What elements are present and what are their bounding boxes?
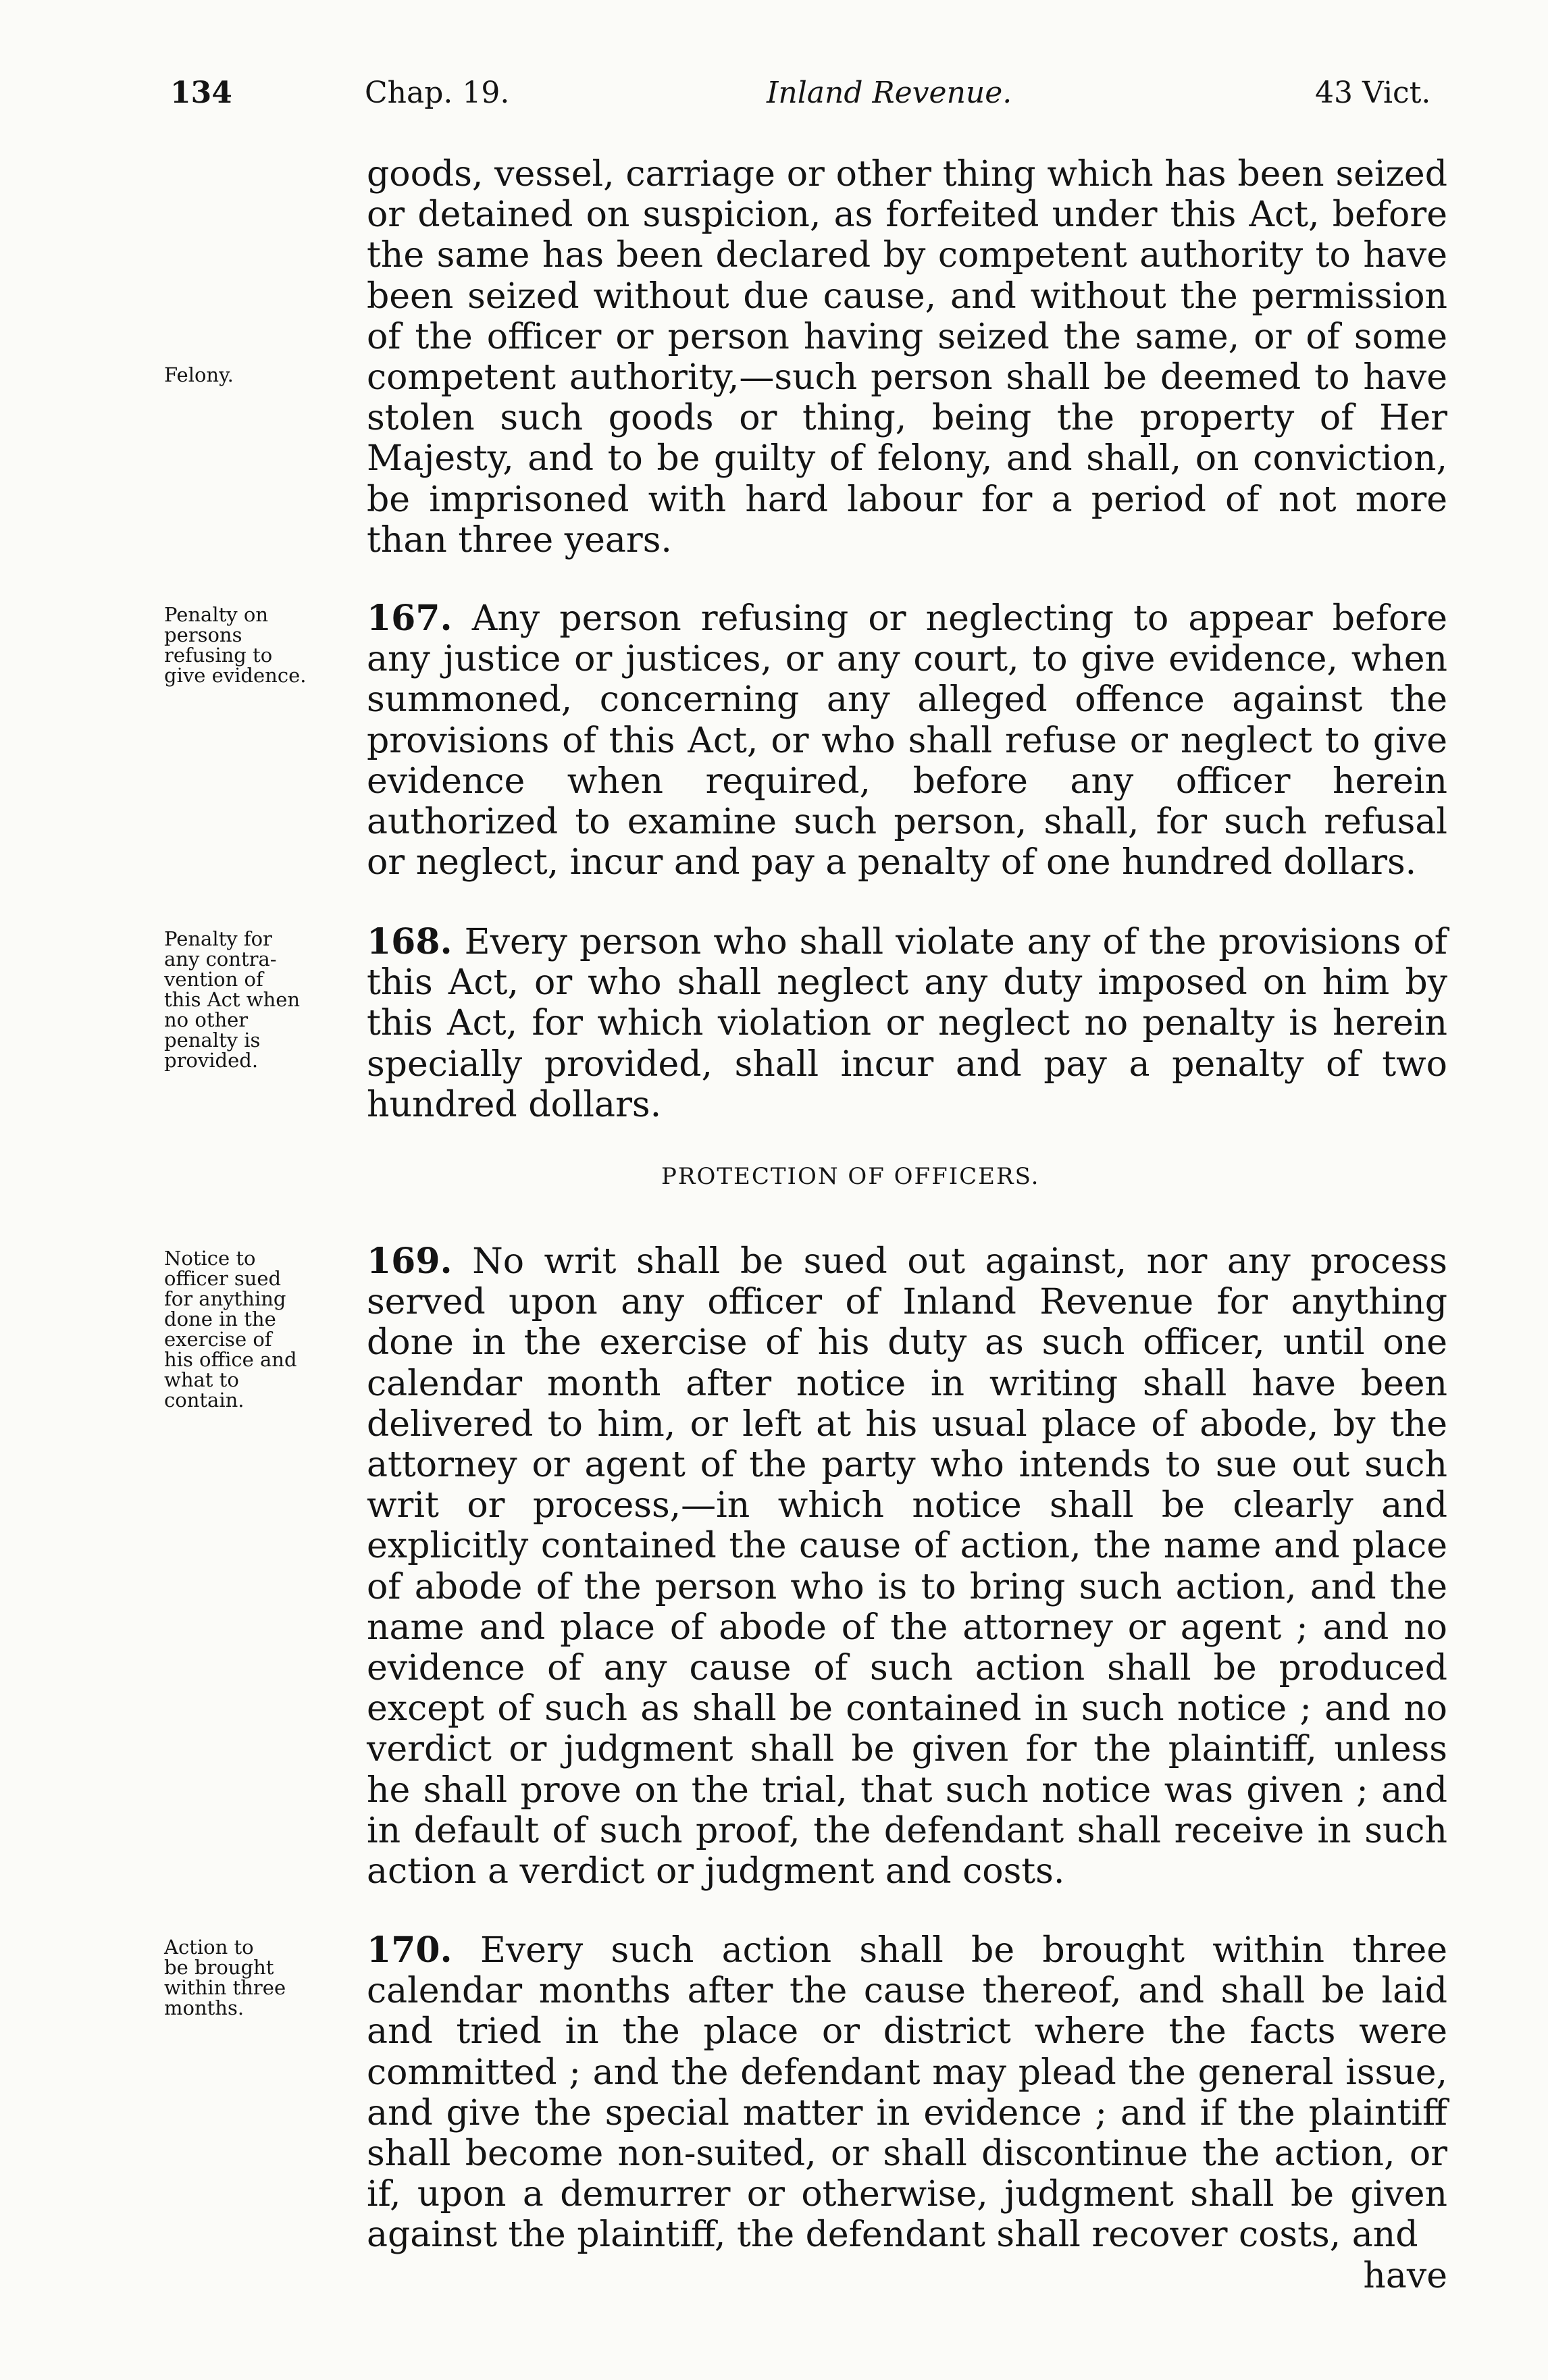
section-number: 168. xyxy=(367,921,453,962)
section-text: No writ shall be sued out against, nor any process served upon any officer of Inland Revenue for anything done in the exercise of his duty as such officer, until one calendar month after notice in writing shall have been delivered to him, or left at his usual place of abode, by the attorney or agent of the party who intends to sue out such writ or process,—in which notice shall be clearly and explicitly contained the cause of action, the name and place of abode of the person who is to bring such action, and the name and place of abode of the attorney or agent ; and no evidence of any cause of such action shall be produced except of such as shall be contained in such notice ; and no verdict or judgment shall be given for the plaintiff, unless he shall prove on the trial, that such notice was given ; and in default of such proof, the defendant shall receive in such action a verdict or judgment and costs. xyxy=(367,1241,1447,1892)
margin-note-line: months. xyxy=(164,1996,244,2019)
margin-note-line: officer sued xyxy=(164,1267,282,1290)
margin-note-line: penalty is xyxy=(164,1029,261,1052)
margin-note-line: Penalty for xyxy=(164,927,272,950)
margin-note-line: vention of xyxy=(164,968,263,991)
margin-note-line: contain. xyxy=(164,1389,244,1412)
chapter-label: Chap. 19. xyxy=(365,76,510,110)
margin-note-line: Felony. xyxy=(164,363,234,386)
margin-note-line: Action to xyxy=(164,1936,254,1959)
margin-note-line: provided. xyxy=(164,1049,259,1072)
margin-note-line: this Act when xyxy=(164,988,301,1011)
section-167 xyxy=(367,598,1447,883)
margin-note-line: no other xyxy=(164,1008,249,1031)
section-number: 169. xyxy=(367,1241,453,1282)
running-header xyxy=(0,76,1548,123)
section-170 xyxy=(367,1930,1447,2296)
section-168 xyxy=(367,922,1447,1125)
margin-note-s168 xyxy=(164,929,360,1070)
margin-note-s170 xyxy=(164,1937,360,2018)
margin-note-line: for anything xyxy=(164,1287,286,1310)
section-number: 167. xyxy=(367,598,453,639)
catchword: have xyxy=(1363,2255,1447,2296)
section-text: Every person who shall violate any of the provisions of this Act, or who shall neglect any duty imposed on him by this Act, for which violation or neglect no penalty is herein specially provided, shall incur and pay a penalty of two hundred dollars. xyxy=(367,922,1447,1125)
continuation-text: goods, vessel, carriage or other thing which has been seized or detained on suspicion, as forfeited under this Act, before the same has been declared by competent authority to have been seized without due cause, and without the permission of the officer or person having seized the same, or of some competent authority,—such person shall be deemed to have stolen such goods or thing, being the property of Her Majesty, and to be guilty of felony, and shall, on conviction, be imprisoned with hard labour for a period of not more than three years. xyxy=(367,154,1447,561)
section-text: Every such action shall be brought within three calendar months after the cause thereof, and shall be laid and tried in the place or district where the facts were committed ; and the defendant may plead the general issue, and give the special matter in evidence ; and if the plaintiff shall become non-suited, or shall discontinue the action, or if, upon a demurrer or otherwise, judgment shall be given against the plaintiff, the defendant shall recover costs, and xyxy=(367,1930,1448,2256)
margin-note-line: give evidence. xyxy=(164,664,307,687)
margin-note-line: within three xyxy=(164,1976,286,1999)
margin-note-line: refusing to xyxy=(164,644,273,667)
margin-note-felony xyxy=(164,365,360,385)
running-title: Inland Revenue. xyxy=(767,76,1012,110)
margin-note-line: persons xyxy=(164,623,242,646)
margin-note-line: Penalty on xyxy=(164,603,269,626)
section-text: Any person refusing or neglecting to appear before any justice or justices, or any court, to give evidence, when summoned, concerning any alleged offence against the provisions of this Act, or who shall refuse or neglect to give evidence when required, before any officer herein authorized to examine such person, shall, for such refusal or neglect, incur and pay a penalty of one hundred dollars. xyxy=(367,598,1447,883)
section-number: 170. xyxy=(367,1930,453,1971)
margin-note-line: his office and xyxy=(164,1348,297,1371)
margin-note-line: Notice to xyxy=(164,1247,256,1270)
margin-note-s167 xyxy=(164,604,360,685)
margin-note-line: be brought xyxy=(164,1956,274,1979)
margin-note-line: what to xyxy=(164,1368,239,1391)
margin-note-line: any contra- xyxy=(164,948,277,971)
margin-note-line: exercise of xyxy=(164,1328,272,1351)
margin-note-line: done in the xyxy=(164,1308,276,1330)
act-year: 43 Vict. xyxy=(1315,76,1431,110)
section-169 xyxy=(367,1241,1447,1892)
margin-note-s169 xyxy=(164,1248,360,1410)
section-heading: PROTECTION OF OFFICERS. xyxy=(661,1163,1040,1190)
page-number: 134 xyxy=(170,76,232,110)
continuation-paragraph xyxy=(367,154,1447,561)
